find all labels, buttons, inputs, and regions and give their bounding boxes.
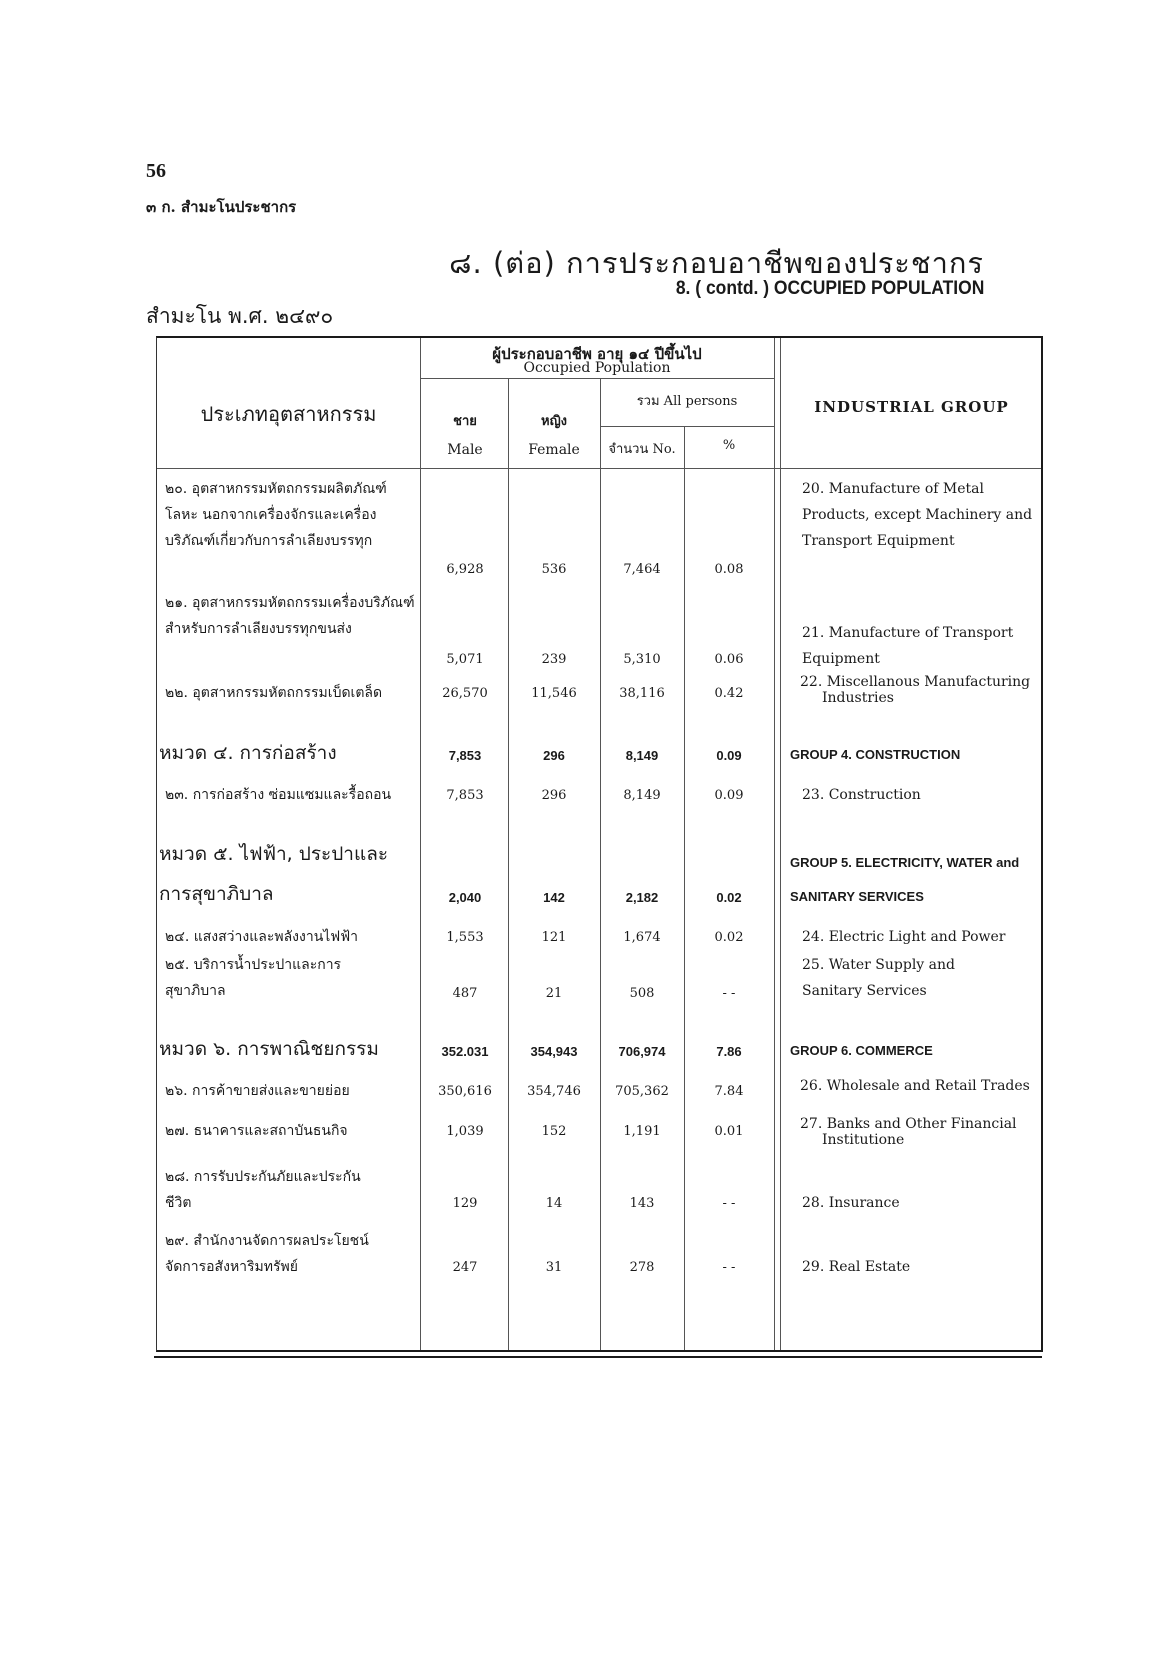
percent-value: - - (722, 1196, 736, 1211)
column-divider (774, 338, 775, 1350)
total-count: 2,182 (625, 890, 659, 905)
total-count: 8,149 (623, 788, 661, 803)
section-label: ๓ ก. สำมะโนประชากร (146, 198, 297, 216)
female-count: 536 (541, 562, 567, 577)
male-count: 2,040 (448, 890, 482, 905)
total-count: 8,149 (625, 748, 659, 763)
group-english: GROUP 4. CONSTRUCTION (790, 747, 961, 762)
male-count: 247 (452, 1260, 478, 1275)
industry-thai: ๒๗. ธนาคารและสถาบันธนกิจ (165, 1123, 348, 1139)
column-divider (420, 338, 421, 1350)
female-count: 152 (541, 1124, 567, 1139)
industry-thai: ๒๙. สำนักงานจัดการผลประโยชน์จัดการอสังหาริมทรัพย์ (165, 1233, 369, 1275)
industry-english: 24. Electric Light and Power (802, 929, 1006, 945)
industry-english: 20. Manufacture of Metal Products, except Machinery and Transport Equipment (802, 481, 1033, 549)
total-count: 508 (629, 986, 655, 1001)
female-count: 31 (545, 1260, 563, 1275)
table-title-english: 8. ( contd. ) OCCUPIED POPULATION (675, 278, 984, 299)
male-count: 1,553 (446, 930, 484, 945)
male-count: 7,853 (448, 748, 482, 763)
male-count: 352.031 (441, 1044, 489, 1059)
header-occupied-thai: ผู้ประกอบอาชีพ อายุ ๑๔ ปีขึ้นไป (492, 345, 702, 363)
industry-english: 29. Real Estate (802, 1259, 911, 1275)
female-count: 239 (541, 652, 567, 667)
male-count: 350,616 (438, 1084, 492, 1099)
female-count: 296 (543, 748, 565, 763)
industry-english: 23. Construction (802, 787, 921, 803)
industry-english: 28. Insurance (802, 1195, 900, 1211)
total-count: 705,362 (615, 1084, 669, 1099)
header-rule (600, 426, 774, 427)
percent-value: 7.84 (714, 1084, 744, 1099)
header-male-english: Male (447, 442, 483, 458)
industry-thai: ๒๑. อุตสาหกรรมหัตถกรรมเครื่องบริภัณฑ์ สำหรับการลำเลียงบรรทุกขนส่ง (165, 595, 415, 637)
percent-value: 0.02 (714, 930, 744, 945)
industry-thai: ๒๘. การรับประกันภัยและประกันชีวิต (165, 1169, 361, 1211)
percent-value: 0.02 (716, 890, 742, 905)
male-count: 26,570 (442, 686, 488, 701)
industry-thai: ๒๖. การค้าขายส่งและขายย่อย (165, 1083, 350, 1099)
group-thai: หมวด ๖. การพาณิชยกรรม (159, 1038, 379, 1060)
industry-thai: ๒๐. อุตสาหกรรมหัตถกรรมผลิตภัณฑ์โลหะ นอกจากเครื่องจักรและเครื่องบริภัณฑ์เกี่ยวกับการลำเลียงบรรทุก (165, 481, 387, 549)
female-count: 354,746 (527, 1084, 581, 1099)
header-industry-thai: ประเภทอุตสาหกรรม (200, 402, 377, 426)
header-rule (420, 378, 774, 379)
header-percent: % (722, 438, 736, 453)
percent-value: - - (722, 986, 736, 1001)
female-count: 11,546 (531, 686, 577, 701)
group-thai: หมวด ๕. ไฟฟ้า, ประปาและการสุขาภิบาล (159, 843, 389, 905)
group-thai: หมวด ๔. การก่อสร้าง (159, 742, 337, 764)
percent-value: 0.06 (714, 652, 744, 667)
female-count: 142 (543, 890, 565, 905)
industry-thai: ๒๓. การก่อสร้าง ซ่อมแซมและรื้อถอน (165, 787, 392, 803)
male-count: 129 (452, 1196, 478, 1211)
percent-value: - - (722, 1260, 736, 1275)
industry-english: 21. Manufacture of Transport Equipment (802, 625, 1014, 667)
data-table (156, 336, 1043, 1352)
header-industrial-group: INDUSTRIAL GROUP (814, 398, 1009, 416)
male-count: 487 (452, 986, 478, 1001)
female-count: 121 (541, 930, 567, 945)
header-all-persons: รวม All persons (636, 394, 738, 409)
header-male-thai: ชาย (453, 414, 477, 429)
male-count: 5,071 (446, 652, 484, 667)
male-count: 6,928 (446, 562, 484, 577)
table-bottom-rule (154, 1356, 1042, 1358)
male-count: 1,039 (446, 1124, 484, 1139)
industry-english: 25. Water Supply and Sanitary Services (802, 957, 955, 999)
header-number: จำนวน No. (608, 442, 676, 457)
total-count: 1,191 (623, 1124, 661, 1139)
female-count: 21 (545, 986, 563, 1001)
group-english: GROUP 6. COMMERCE (790, 1043, 933, 1058)
percent-value: 0.01 (714, 1124, 744, 1139)
table-title-thai: ๘. (ต่อ) การประกอบอาชีพของประชากร (449, 246, 984, 280)
header-bottom-rule (157, 468, 1041, 469)
total-count: 143 (629, 1196, 655, 1211)
percent-value: 0.08 (714, 562, 744, 577)
census-year: สำมะโน พ.ศ. ๒๔๙๐ (146, 304, 334, 328)
percent-value: 0.09 (714, 788, 744, 803)
header-female-english: Female (528, 442, 580, 458)
header-female-thai: หญิง (541, 414, 567, 429)
total-count: 5,310 (623, 652, 661, 667)
percent-value: 0.09 (716, 748, 742, 763)
total-count: 706,974 (618, 1044, 666, 1059)
industry-english: 26. Wholesale and Retail Trades (800, 1078, 1030, 1094)
total-count: 38,116 (619, 686, 665, 701)
industry-english: 27. Banks and Other Financial Institutione (800, 1116, 1017, 1148)
industry-thai: ๒๔. แสงสว่างและพลังงานไฟฟ้า (165, 929, 358, 945)
industry-thai: ๒๕. บริการน้ำประปาและการสุขาภิบาล (165, 957, 342, 999)
group-english: GROUP 5. ELECTRICITY, WATER and SANITARY SERVICES (790, 855, 1020, 904)
percent-value: 0.42 (714, 686, 744, 701)
industry-thai: ๒๒. อุตสาหกรรมหัตถกรรมเบ็ดเตล็ด (165, 685, 383, 701)
percent-value: 7.86 (716, 1044, 742, 1059)
male-count: 7,853 (446, 788, 484, 803)
female-count: 296 (541, 788, 567, 803)
female-count: 14 (545, 1196, 563, 1211)
industry-english: 22. Miscellanous Manufacturing Industries (800, 674, 1031, 706)
column-divider (780, 338, 781, 1350)
page-number: 56 (146, 160, 166, 182)
female-count: 354,943 (530, 1044, 578, 1059)
total-count: 7,464 (623, 562, 661, 577)
total-count: 1,674 (623, 930, 661, 945)
total-count: 278 (629, 1260, 655, 1275)
header-occupied-english: Occupied Population (523, 360, 671, 376)
